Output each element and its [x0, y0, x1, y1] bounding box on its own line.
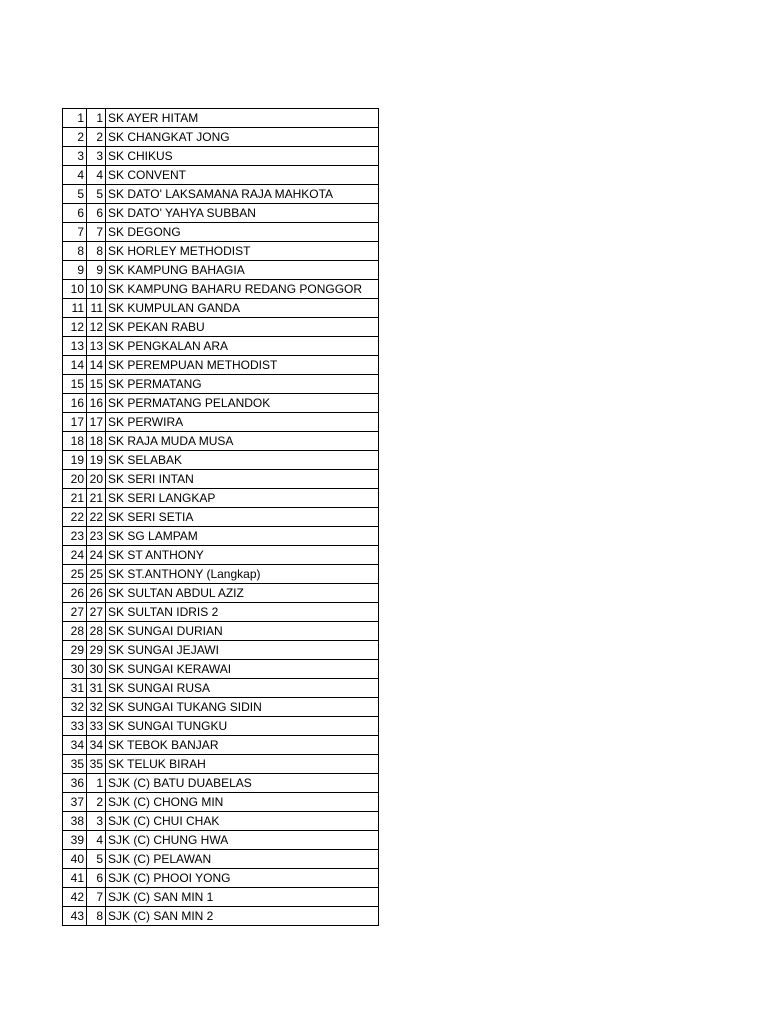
table-row — [63, 660, 379, 679]
table-row — [63, 489, 379, 508]
table-row — [63, 850, 379, 869]
school-name-cell[interactable]: SK KUMPULAN GANDA — [106, 299, 379, 318]
table-row — [63, 831, 379, 850]
row-number-cell[interactable]: 16 — [63, 394, 87, 413]
school-name-cell[interactable]: SK RAJA MUDA MUSA — [106, 432, 379, 451]
table-row — [63, 432, 379, 451]
row-number-cell[interactable]: 14 — [63, 356, 87, 375]
row-number-cell[interactable]: 19 — [63, 451, 87, 470]
table-row — [63, 109, 379, 128]
school-name-cell[interactable]: SJK (C) CHUNG HWA — [106, 831, 379, 850]
group-number-cell[interactable]: 26 — [87, 584, 106, 603]
row-number-cell[interactable]: 43 — [63, 907, 87, 926]
row-number-cell[interactable]: 4 — [63, 166, 87, 185]
group-number-cell[interactable]: 35 — [87, 755, 106, 774]
row-number-cell[interactable]: 27 — [63, 603, 87, 622]
row-number-cell[interactable]: 21 — [63, 489, 87, 508]
table-row — [63, 793, 379, 812]
group-number-cell[interactable]: 8 — [87, 242, 106, 261]
school-name-cell[interactable]: SK ST.ANTHONY (Langkap) — [106, 565, 379, 584]
row-number-cell[interactable]: 3 — [63, 147, 87, 166]
row-number-cell[interactable]: 30 — [63, 660, 87, 679]
table-row — [63, 546, 379, 565]
row-number-cell[interactable]: 40 — [63, 850, 87, 869]
group-number-cell[interactable]: 24 — [87, 546, 106, 565]
group-number-cell[interactable]: 2 — [87, 793, 106, 812]
school-name-cell[interactable]: SK SULTAN ABDUL AZIZ — [106, 584, 379, 603]
table-row — [63, 394, 379, 413]
table-row — [63, 584, 379, 603]
row-number-cell[interactable]: 38 — [63, 812, 87, 831]
table-row — [63, 375, 379, 394]
table-row — [63, 204, 379, 223]
table-row — [63, 812, 379, 831]
table-row — [63, 413, 379, 432]
school-name-cell[interactable]: SJK (C) PELAWAN — [106, 850, 379, 869]
row-number-cell[interactable]: 41 — [63, 869, 87, 888]
table-row — [63, 223, 379, 242]
group-number-cell[interactable]: 3 — [87, 147, 106, 166]
table-row — [63, 128, 379, 147]
group-number-cell[interactable]: 3 — [87, 812, 106, 831]
group-number-cell[interactable]: 7 — [87, 888, 106, 907]
row-number-cell[interactable]: 2 — [63, 128, 87, 147]
row-number-cell[interactable]: 31 — [63, 679, 87, 698]
group-number-cell[interactable]: 1 — [87, 109, 106, 128]
table-row — [63, 774, 379, 793]
table-row — [63, 755, 379, 774]
group-number-cell[interactable]: 29 — [87, 641, 106, 660]
school-table — [62, 108, 379, 926]
group-number-cell[interactable]: 28 — [87, 622, 106, 641]
table-row — [63, 451, 379, 470]
school-name-cell[interactable]: SK SUNGAI DURIAN — [106, 622, 379, 641]
group-number-cell[interactable]: 18 — [87, 432, 106, 451]
group-number-cell[interactable]: 20 — [87, 470, 106, 489]
group-number-cell[interactable]: 10 — [87, 280, 106, 299]
table-row — [63, 603, 379, 622]
school-name-cell[interactable]: SK PERWIRA — [106, 413, 379, 432]
table-row — [63, 337, 379, 356]
school-name-cell[interactable]: SJK (C) BATU DUABELAS — [106, 774, 379, 793]
school-name-cell[interactable]: SK SUNGAI KERAWAI — [106, 660, 379, 679]
group-number-cell[interactable]: 31 — [87, 679, 106, 698]
school-name-cell[interactable]: SK CHANGKAT JONG — [106, 128, 379, 147]
table-row — [63, 261, 379, 280]
row-number-cell[interactable]: 26 — [63, 584, 87, 603]
school-name-cell[interactable]: SJK (C) CHUI CHAK — [106, 812, 379, 831]
school-name-cell[interactable]: SK SUNGAI TUNGKU — [106, 717, 379, 736]
school-list-sheet — [62, 108, 379, 926]
school-name-cell[interactable]: SK DATO' YAHYA SUBBAN — [106, 204, 379, 223]
school-name-cell[interactable]: SK ST ANTHONY — [106, 546, 379, 565]
row-number-cell[interactable]: 20 — [63, 470, 87, 489]
table-row — [63, 299, 379, 318]
group-number-cell[interactable]: 15 — [87, 375, 106, 394]
table-row — [63, 717, 379, 736]
school-name-cell[interactable]: SK PEREMPUAN METHODIST — [106, 356, 379, 375]
table-row — [63, 185, 379, 204]
school-name-cell[interactable]: SK PEKAN RABU — [106, 318, 379, 337]
school-name-cell[interactable]: SK PERMATANG PELANDOK — [106, 394, 379, 413]
row-number-cell[interactable]: 35 — [63, 755, 87, 774]
group-number-cell[interactable]: 19 — [87, 451, 106, 470]
group-number-cell[interactable]: 21 — [87, 489, 106, 508]
row-number-cell[interactable]: 13 — [63, 337, 87, 356]
row-number-cell[interactable]: 11 — [63, 299, 87, 318]
school-name-cell[interactable]: SK PENGKALAN ARA — [106, 337, 379, 356]
table-row — [63, 679, 379, 698]
row-number-cell[interactable]: 9 — [63, 261, 87, 280]
group-number-cell[interactable]: 5 — [87, 185, 106, 204]
school-table-body — [63, 109, 379, 926]
table-row — [63, 565, 379, 584]
group-number-cell[interactable]: 2 — [87, 128, 106, 147]
school-name-cell[interactable]: SK SERI SETIA — [106, 508, 379, 527]
school-name-cell[interactable]: SJK (C) PHOOI YONG — [106, 869, 379, 888]
table-row — [63, 147, 379, 166]
row-number-cell[interactable]: 37 — [63, 793, 87, 812]
table-row — [63, 622, 379, 641]
row-number-cell[interactable]: 15 — [63, 375, 87, 394]
row-number-cell[interactable]: 23 — [63, 527, 87, 546]
table-row — [63, 698, 379, 717]
table-row — [63, 907, 379, 926]
row-number-cell[interactable]: 6 — [63, 204, 87, 223]
group-number-cell[interactable]: 8 — [87, 907, 106, 926]
table-row — [63, 736, 379, 755]
row-number-cell[interactable]: 18 — [63, 432, 87, 451]
row-number-cell[interactable]: 12 — [63, 318, 87, 337]
table-row — [63, 641, 379, 660]
row-number-cell[interactable]: 24 — [63, 546, 87, 565]
group-number-cell[interactable]: 22 — [87, 508, 106, 527]
row-number-cell[interactable]: 17 — [63, 413, 87, 432]
table-row — [63, 166, 379, 185]
table-row — [63, 869, 379, 888]
row-number-cell[interactable]: 32 — [63, 698, 87, 717]
table-row — [63, 242, 379, 261]
table-row — [63, 527, 379, 546]
row-number-cell[interactable]: 34 — [63, 736, 87, 755]
group-number-cell[interactable]: 7 — [87, 223, 106, 242]
school-name-cell[interactable]: SK SERI LANGKAP — [106, 489, 379, 508]
row-number-cell[interactable]: 1 — [63, 109, 87, 128]
group-number-cell[interactable]: 11 — [87, 299, 106, 318]
group-number-cell[interactable]: 27 — [87, 603, 106, 622]
school-name-cell[interactable]: SK SUNGAI TUKANG SIDIN — [106, 698, 379, 717]
row-number-cell[interactable]: 22 — [63, 508, 87, 527]
group-number-cell[interactable]: 6 — [87, 869, 106, 888]
school-name-cell[interactable]: SJK (C) SAN MIN 1 — [106, 888, 379, 907]
group-number-cell[interactable]: 4 — [87, 831, 106, 850]
table-row — [63, 280, 379, 299]
group-number-cell[interactable]: 16 — [87, 394, 106, 413]
group-number-cell[interactable]: 34 — [87, 736, 106, 755]
school-name-cell[interactable]: SK TELUK BIRAH — [106, 755, 379, 774]
school-name-cell[interactable]: SK KAMPUNG BAHARU REDANG PONGGOR — [106, 280, 379, 299]
school-name-cell[interactable]: SK SERI INTAN — [106, 470, 379, 489]
row-number-cell[interactable]: 25 — [63, 565, 87, 584]
row-number-cell[interactable]: 7 — [63, 223, 87, 242]
school-name-cell[interactable]: SK TEBOK BANJAR — [106, 736, 379, 755]
row-number-cell[interactable]: 36 — [63, 774, 87, 793]
group-number-cell[interactable]: 12 — [87, 318, 106, 337]
group-number-cell[interactable]: 13 — [87, 337, 106, 356]
school-name-cell[interactable]: SK SUNGAI JEJAWI — [106, 641, 379, 660]
row-number-cell[interactable]: 8 — [63, 242, 87, 261]
row-number-cell[interactable]: 39 — [63, 831, 87, 850]
group-number-cell[interactable]: 9 — [87, 261, 106, 280]
school-name-cell[interactable]: SK HORLEY METHODIST — [106, 242, 379, 261]
group-number-cell[interactable]: 32 — [87, 698, 106, 717]
group-number-cell[interactable]: 25 — [87, 565, 106, 584]
school-name-cell[interactable]: SK AYER HITAM — [106, 109, 379, 128]
school-name-cell[interactable]: SK PERMATANG — [106, 375, 379, 394]
school-name-cell[interactable]: SK CHIKUS — [106, 147, 379, 166]
group-number-cell[interactable]: 4 — [87, 166, 106, 185]
group-number-cell[interactable]: 5 — [87, 850, 106, 869]
school-name-cell[interactable]: SJK (C) SAN MIN 2 — [106, 907, 379, 926]
school-name-cell[interactable]: SK SULTAN IDRIS 2 — [106, 603, 379, 622]
school-name-cell[interactable]: SJK (C) CHONG MIN — [106, 793, 379, 812]
school-name-cell[interactable]: SK CONVENT — [106, 166, 379, 185]
row-number-cell[interactable]: 5 — [63, 185, 87, 204]
row-number-cell[interactable]: 28 — [63, 622, 87, 641]
group-number-cell[interactable]: 23 — [87, 527, 106, 546]
row-number-cell[interactable]: 29 — [63, 641, 87, 660]
row-number-cell[interactable]: 10 — [63, 280, 87, 299]
row-number-cell[interactable]: 42 — [63, 888, 87, 907]
row-number-cell[interactable]: 33 — [63, 717, 87, 736]
table-row — [63, 888, 379, 907]
group-number-cell[interactable]: 33 — [87, 717, 106, 736]
school-name-cell[interactable]: SK DATO' LAKSAMANA RAJA MAHKOTA — [106, 185, 379, 204]
table-row — [63, 318, 379, 337]
school-name-cell[interactable]: SK KAMPUNG BAHAGIA — [106, 261, 379, 280]
group-number-cell[interactable]: 1 — [87, 774, 106, 793]
school-name-cell[interactable]: SK SELABAK — [106, 451, 379, 470]
school-name-cell[interactable]: SK SUNGAI RUSA — [106, 679, 379, 698]
group-number-cell[interactable]: 17 — [87, 413, 106, 432]
group-number-cell[interactable]: 14 — [87, 356, 106, 375]
table-row — [63, 470, 379, 489]
table-row — [63, 356, 379, 375]
table-row — [63, 508, 379, 527]
group-number-cell[interactable]: 6 — [87, 204, 106, 223]
school-name-cell[interactable]: SK DEGONG — [106, 223, 379, 242]
group-number-cell[interactable]: 30 — [87, 660, 106, 679]
school-name-cell[interactable]: SK SG LAMPAM — [106, 527, 379, 546]
